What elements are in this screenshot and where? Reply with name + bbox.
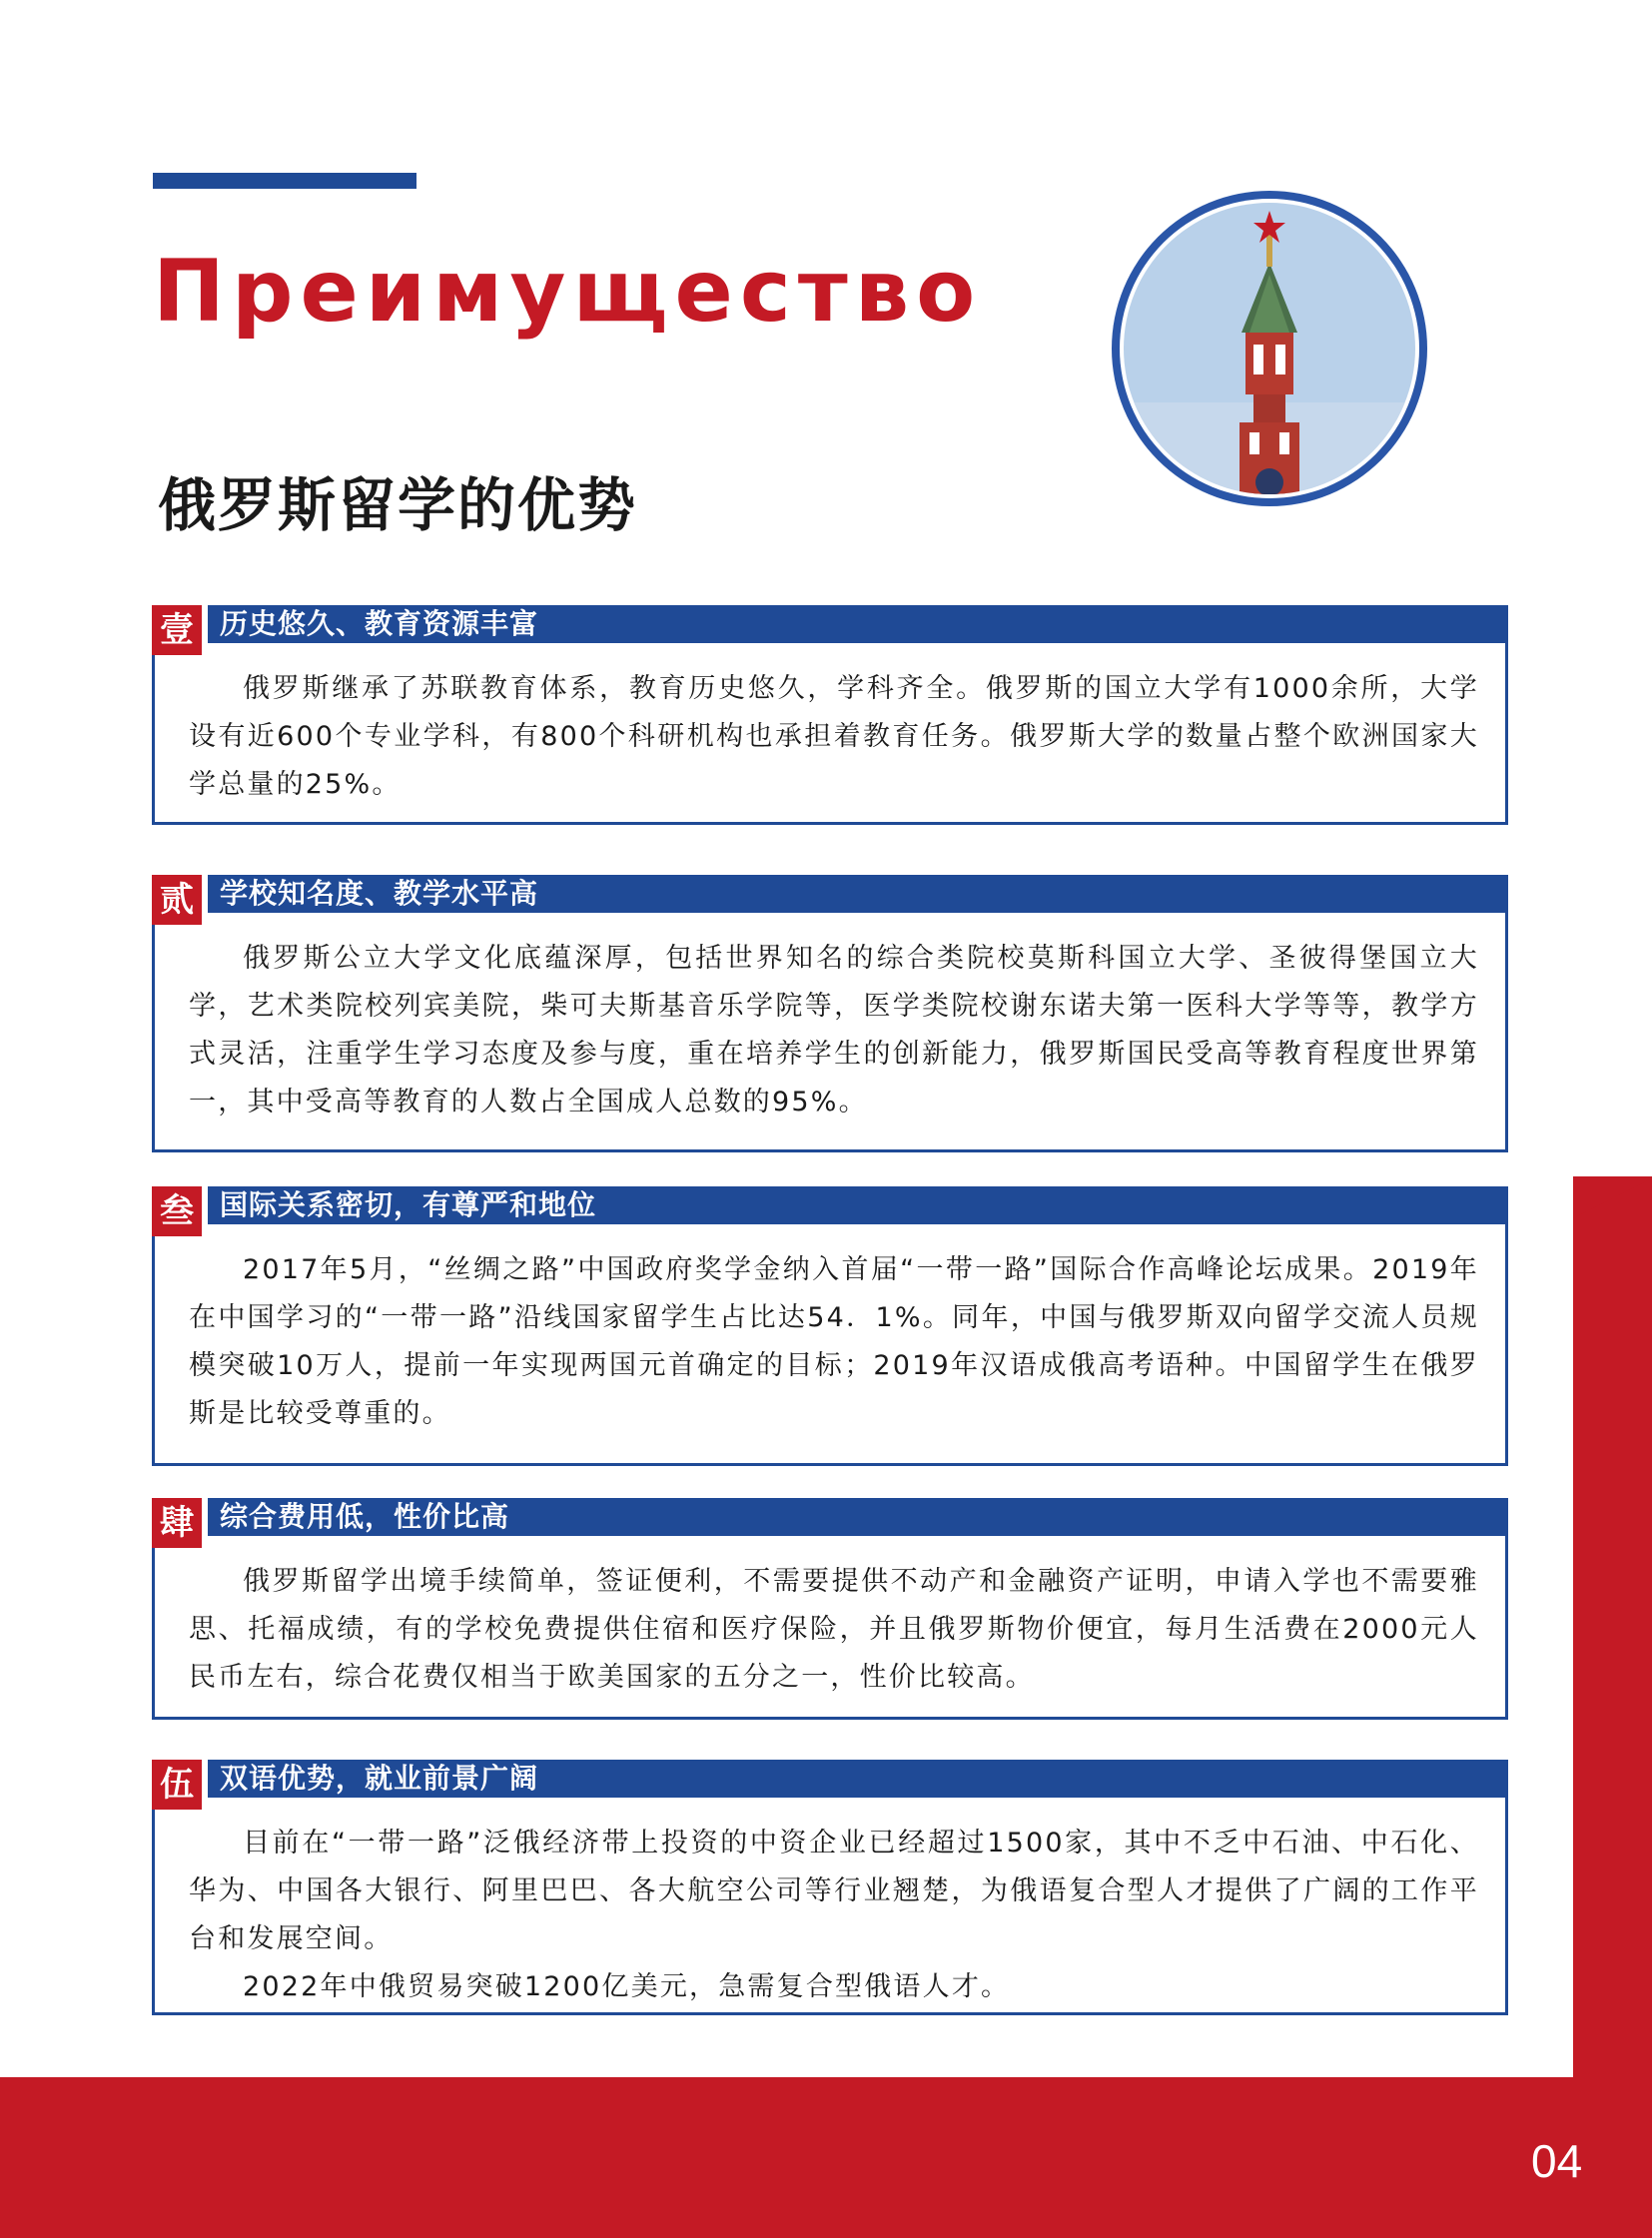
section-paragraph: 俄罗斯留学出境手续简单，签证便利，不需要提供不动产和金融资产证明，申请入学也不需要雅思、托福成绩，有的学校免费提供住宿和医疗保险，并且俄罗斯物价便宜，每月生活费在2000元人民币左右，综合花费仅相当于欧美国家的五分之一，性价比较高。	[189, 1566, 1479, 1693]
section-header	[152, 1186, 1508, 1231]
section-header	[152, 875, 1508, 920]
page-number: 04	[1531, 2135, 1583, 2187]
section-1	[152, 605, 1508, 825]
section-4	[152, 1498, 1508, 1720]
section-number-badge: 肆	[152, 1498, 202, 1548]
page-title-russian: Преимущество	[153, 242, 983, 342]
decorative-red-footer	[0, 2077, 1652, 2238]
section-header	[152, 1498, 1508, 1543]
section-paragraph: 2017年5月，“丝绸之路”中国政府奖学金纳入首届“一带一路”国际合作高峰论坛成果。2019年在中国学习的“一带一路”沿线国家留学生占比达54．1%。同年，中国与俄罗斯双向留学交流人员规模突破10万人，提前一年实现两国元首确定的目标；2019年汉语成俄高考语种。中国留学生在俄罗斯是比较受尊重的。	[189, 1254, 1479, 1429]
section-body	[152, 643, 1508, 825]
section-paragraph: 俄罗斯公立大学文化底蕴深厚，包括世界知名的综合类院校莫斯科国立大学、圣彼得堡国立大学，艺术类院校列宾美院，柴可夫斯基音乐学院等，医学类院校谢东诺夫第一医科大学等等，教学方式灵活，注重学生学习态度及参与度，重在培养学生的创新能力，俄罗斯国民受高等教育程度世界第一，其中受高等教育的人数占全国成人总数的95%。	[189, 943, 1479, 1118]
section-header	[152, 605, 1508, 650]
section-body	[152, 1798, 1508, 2015]
section-number-badge: 叁	[152, 1186, 202, 1236]
section-5	[152, 1760, 1508, 2015]
section-body	[152, 913, 1508, 1152]
decorative-red-slant	[1553, 1158, 1652, 1238]
section-heading: 双语优势，就业前景广阔	[208, 1760, 1508, 1798]
section-heading: 国际关系密切，有尊严和地位	[208, 1186, 1508, 1224]
section-number-badge: 伍	[152, 1760, 202, 1810]
section-paragraph: 目前在“一带一路”泛俄经济带上投资的中资企业已经超过1500家，其中不乏中石油、中石化、华为、中国各大银行、阿里巴巴、各大航空公司等行业翘楚，为俄语复合型人才提供了广阔的工作平台和发展空间。	[189, 1828, 1479, 1954]
page-title-chinese: 俄罗斯留学的优势	[158, 471, 638, 539]
section-body	[152, 1536, 1508, 1720]
section-heading: 综合费用低，性价比高	[208, 1498, 1508, 1536]
section-paragraph: 2022年中俄贸易突破1200亿美元，急需复合型俄语人才。	[243, 1971, 1011, 2002]
section-heading: 学校知名度、教学水平高	[208, 875, 1508, 913]
accent-bar	[153, 173, 416, 189]
section-number-badge: 壹	[152, 605, 202, 655]
section-body	[152, 1224, 1508, 1466]
section-2	[152, 875, 1508, 1152]
section-paragraph: 俄罗斯继承了苏联教育体系，教育历史悠久，学科齐全。俄罗斯的国立大学有1000余所，大学设有近600个专业学科，有800个科研机构也承担着教育任务。俄罗斯大学的数量占整个欧洲国家大学总量的25%。	[189, 673, 1479, 800]
kremlin-tower-icon	[1104, 183, 1435, 514]
section-number-badge: 贰	[152, 875, 202, 925]
section-header	[152, 1760, 1508, 1805]
section-heading: 历史悠久、教育资源丰富	[208, 605, 1508, 643]
section-3	[152, 1186, 1508, 1466]
